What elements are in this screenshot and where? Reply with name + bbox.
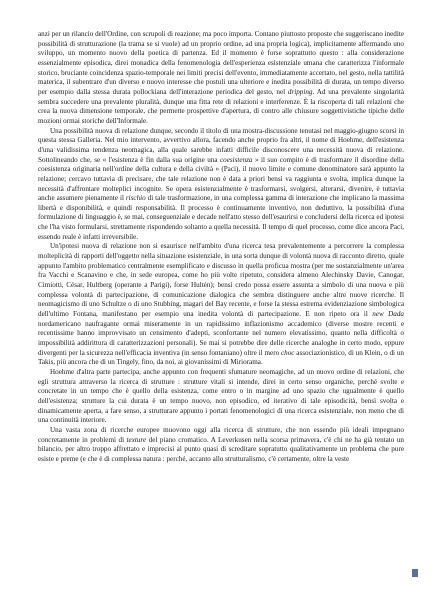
italic-term: coesistenza — [219, 155, 253, 164]
italic-term: new Dada — [372, 310, 404, 319]
text-run: Una possibilità nuova di relazione dunque, secondo il titolo di una mostra-discussione tenutasi nel maggio-giugno scorsi in questa stessa Galleria. Nel mio intervento, avvertivo allora, facendo anche proprio fra altri, il nome di Hoehme, dell'esistenza d'una validissima tendenza neomagica, alla quale sarebbe infatti difficile disconoscere una necessità nuova di relazione. Sottolineando che, se « l'esistenza è fin dalla sua origine una — [38, 126, 404, 164]
text-run: Una vasta zona di ricerche europee muovono oggi alla ricerca di strutture, che non essendo più ideali impegnano concretamente in problemi di — [38, 425, 404, 444]
paragraph-3 — [38, 242, 404, 368]
text-run: . Ad una prevalente singolarità sembra succedere una prevalente pluralità, dunque una fitta rete di relazioni e interferenze. È la riscoperta di tali relazioni che crea la nuova dimensione temporale, che permette prospettive d'apertura, di contro alle chiusure soggettivistiche tipiche delle mozioni ormai storiche dell'Informale. — [38, 87, 404, 125]
text-run: » il suo compito è di trasformare il disordine della coesistenza originaria nell'ordine della cultura e della civiltà » (Paci), il nuovo limite e comune denominatore sarà appunto la relazione; cercavo tuttavia di precisare, che tale relazione non è data a priori bensì va raggiunta e svolta, implica dunque la necessità d'affrontare molteplici incognite. Se opera esistenzialmente è trasformarsi, svolgersi, alterarsi, divenire, è tuttavia anche assumere pienamente il — [38, 155, 404, 203]
italic-term: rischio — [125, 194, 146, 203]
italic-term: texture — [126, 435, 147, 444]
paragraph-4 — [38, 368, 404, 426]
italic-term: choc — [280, 348, 295, 357]
text-run: nordamericano naufragante ormai miseramente in un rapidissimo inflazionismo accademico (diverse mostre recenti e recentissime hanno improvvisato un censimento d'adepti, sconfortante nel numero elevatissimo, quanto nella difficoltà o impossibilità addirittura di caratterizzazioni personali). Se mai si potrebbe dire delle ricerche analoghe in certo modo, eppure divergenti per la sicurezza nell'efficacia inventiva (in senso fontaniano) oltre il mero — [38, 319, 404, 357]
text-run: anzi per un rilancio dell'Ordine, con scrupoli di reazione; ma poco importa. Contano piuttosto proposte che suggeriscano inedite possibilità di strutturazione (la trama se si vuole) ad un proprio ordine, ad una propria logica), implicitamente affermando uno sviluppo, un momento nuovo della poetica di partenza. Ed il momento è forse soprattutto questo : alla considerazione essenzialmente episodica, direi monadica della fenomenologia dell'esperienza esistenziale umana che caratterizza l'informale storico, bruciante coincidenza spazio-temporale nei limiti precisi dell'evento, immediatamente accertato, nel gesto, nella tattilità materica, il subentrare d'un diverso e nuovo interesse che postuli una ulteriore e inedita possibilità di durata, un tempo diverso per esempio dalla stessa durata pollockiana dell'interazione periodica del gesto, nel — [38, 30, 404, 96]
text-run: Hoehme d'altra parte partecipa, anche appunto con frequenti sfumature neomagiche, ad un nuovo ordine di relazioni, che egli struttura attraverso la ricerca di strutture : strutture vitali si intende, direi in certo senso organiche, perché svolte e concretate in un tempo che è quello della esistenza, come entro o in margine ad uno spazio che ugualmente è quello dell'esistenza; strutture la cui durata è un tempo nuovo, non episodico, ed iterativo di tale episodicità, bensì svolta e dinamicamente aperta, a fare senso, a strutturare appunto i portati fenomenologici di una ricerca esistenziale, non meno che di una continuità interiore. — [38, 367, 404, 425]
italic-term: dripping — [287, 87, 313, 96]
text-run: del piano cromatico. A Leverkusen nella scorsa primavera, c'è chi ne ha già tentato un bilancio, per altro troppo affrettato e imprecisi al punto quasi di screditare sopratutto qualitativamente un problema che pure esiste e preme (e che è di complessa natura : perché, accanto allo strutturalismo, c'è certamente, oltre la veste — [38, 435, 404, 463]
paragraph-2 — [38, 127, 404, 243]
text-run: Un'ipotesi nuova di relazione non si esaurisce nell'ambito d'una ricerca tesa prevalentemente a percorrere la complessa molteplicità di rapporti dell'oggetto nella situazione esistenziale, in una sorta dunque di volontà nuova di racconto diretto, quale appunto l'ambito problematico centralmente esemplificato e discusso in quella proficua mostra (per me sostanzialmente un'area fra Vacchi e Scanavino e che, in sede europea, come ho più volte ripetuto, considera almeno Alechinsky Davie, Canogar, Cimiotti, César, Hultberg (operante a Parigi), forse Hultén); bensì credo possa essere assunta a simbolo di una nuova e più complessa volontà di partecipazione, di comunicazione dialogica che sembra distinguere anche altre nuove ricerche. Il neomagicismo di uno Schultze o di uno Stubbing, magari del Bay recente, e forse la stessa estrema evidenziazione simbologica dell'ultimo Fontana, manifestano per esempio una inedita volontà di partecipazione. E non ripeto ora il — [38, 242, 404, 319]
paragraph-5 — [38, 426, 404, 465]
text-run: di tale trasformazione, in una complessa gamma di interazione che implicano la massima libertà e disponibilità, e quindi responsabilità. Il processo è continuamente inventivo, non deduttivo, la possibilità d'una formulazione di linguaggio è, se mai, conseguenziale e decade nell'atto stesso dell'esaurirsi e concludersi della ricerca ed ipotesi che l'ha visto formularsi, strettamente rispondendo soltanto a quella necessità. Il tempo di quel processo, come dice ancora Paci, essendo reale è infatti irreversibile. — [38, 194, 404, 241]
text-run: associazionistico, di un Klein, o di un Takis, più ancora che di un Tingely, fino, da noi, ai giovanissimi di Miriorama. — [38, 348, 404, 367]
document-page — [38, 30, 404, 590]
paragraph-1 — [38, 30, 404, 127]
page-edge-marker — [412, 569, 418, 577]
